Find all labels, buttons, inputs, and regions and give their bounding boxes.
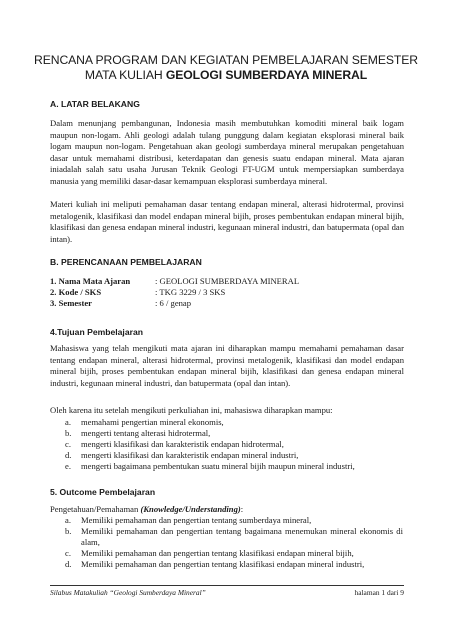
list-item-text: mengerti bagaimana pembentukan suatu mineral bijih maupun mineral industri, (81, 461, 355, 471)
list-marker: e. (65, 461, 71, 471)
section-4-heading: 4.Tujuan Pembelajaran (50, 327, 143, 337)
list-item-text: mengerti klasifikasi dan karakteristik endapan hidrotermal, (81, 439, 284, 449)
list-item-text: mengerti tentang alterasi hidrotermal, (81, 428, 211, 438)
intro-emphasis: (Knowledge/Understanding) (140, 504, 241, 514)
document-title-line-1: RENCANA PROGRAM DAN KEGIATAN PEMBELAJARAN SEMESTER (34, 53, 418, 67)
title-prefix: MATA KULIAH (84, 68, 166, 82)
footer-page-number: halaman 1 dari 9 (354, 588, 404, 597)
footer-document-name: Silabus Matakuliah “Geologi Sumberdaya Mineral” (50, 588, 206, 597)
section-a-paragraph-2: Materi kuliah ini meliputi pemahaman dasar tentang endapan mineral, alterasi hidrotermal, provinsi metalogenik, klasifikasi dan model endapan mineral bijih, proses pembentukan endapan mineral bijih, klasifikasi dan genesa endapan mineral industri, kegunaan mineral industri, dan batupermata (opal dan intan). (50, 199, 404, 244)
list-item-text: Memiliki pemahaman dan pengertian tentang klasifikasi endapan mineral industri, (81, 559, 365, 569)
list-item (65, 526, 403, 548)
learning-outcomes-list (65, 515, 403, 570)
section-5-intro (50, 504, 404, 516)
list-item-text: Memiliki pemahaman dan pengertian tentang bagaimana menemukan mineral ekonomis di alam, (81, 526, 403, 547)
list-item (65, 439, 403, 450)
list-marker: d. (65, 450, 72, 460)
course-info-value: : GEOLOGI SUMBERDAYA MINERAL (155, 276, 300, 286)
course-info-key: 2. Kode / SKS (50, 287, 102, 297)
list-marker: c. (65, 439, 71, 449)
course-info-value: : TKG 3229 / 3 SKS (155, 287, 226, 297)
list-item (65, 417, 403, 428)
intro-colon: : (240, 504, 244, 514)
list-marker: c. (65, 548, 71, 558)
section-4-paragraph-1: Mahasiswa yang telah mengikuti mata ajaran ini diharapkan mampu memahami pemahaman dasar tentang endapan mineral, alterasi hidrotermal, provinsi metalogenik, klasifikasi dan model endapan mineral bijih, proses pembentukan endapan mineral bijih, klasifikasi dan genesa endapan mineral industri, kegunaan mineral industri, dan batupermata (opal dan intan). (50, 343, 404, 388)
list-marker: b. (65, 526, 72, 536)
list-item-text: Memiliki pemahaman dan pengertian tentang klasifikasi endapan mineral bijih, (81, 548, 354, 558)
list-marker: d. (65, 559, 72, 569)
section-b-heading: B. PERENCANAAN PEMBELAJARAN (50, 257, 202, 267)
intro-text: Pengetahuan/Pemahaman (50, 504, 141, 514)
list-marker: a. (65, 417, 71, 427)
section-5-heading: 5. Outcome Pembelajaran (50, 487, 156, 497)
list-item (65, 515, 403, 526)
document-title-line-2 (0, 68, 452, 82)
list-item (65, 428, 403, 439)
list-item-text: memahami pengertian mineral ekonomis, (81, 417, 224, 427)
list-item (65, 461, 403, 472)
section-4-paragraph-2: Oleh karena itu setelah mengikuti perkuliahan ini, mahasiswa diharapkan mampu: (50, 405, 333, 415)
list-item (65, 548, 403, 559)
list-marker: a. (65, 515, 71, 525)
list-item-text: mengerti klasifikasi dan karakteristik endapan mineral industri, (81, 450, 299, 460)
footer-divider (50, 585, 404, 586)
learning-objectives-list (65, 417, 403, 472)
course-info-value: : 6 / genap (155, 298, 192, 308)
list-item-text: Memiliki pemahaman dan pengertian tentang sumberdaya mineral, (81, 515, 312, 525)
list-marker: b. (65, 428, 72, 438)
course-info-key: 3. Semester (50, 298, 92, 308)
list-item (65, 450, 403, 461)
course-name-title: GEOLOGI SUMBERDAYA MINERAL (165, 68, 368, 82)
list-item (65, 559, 403, 570)
section-a-paragraph-1: Dalam menunjang pembangunan, Indonesia masih membutuhkan komoditi mineral baik logam maupun non-logam. Ahli geologi adalah tulang punggung dalam kegiatan eksplorasi mineral baik logam maupun non-logam. Pengetahuan akan geologi sumberdaya mineral merupakan pengetahuan dasar untuk memahami distribusi, keterdapatan dan genesis suatu endapan mineral. Mata ajaran iniadalah salah satu usaha Jurusan Teknik Geologi FT-UGM untuk mempersiapkan sumberdaya manusia yang memiliki dasar-dasar kemampuan eksplorasi sumberdaya mineral. (50, 118, 404, 186)
course-info-key: 1. Nama Mata Ajaran (50, 276, 131, 286)
section-a-heading: A. LATAR BELAKANG (50, 99, 140, 109)
